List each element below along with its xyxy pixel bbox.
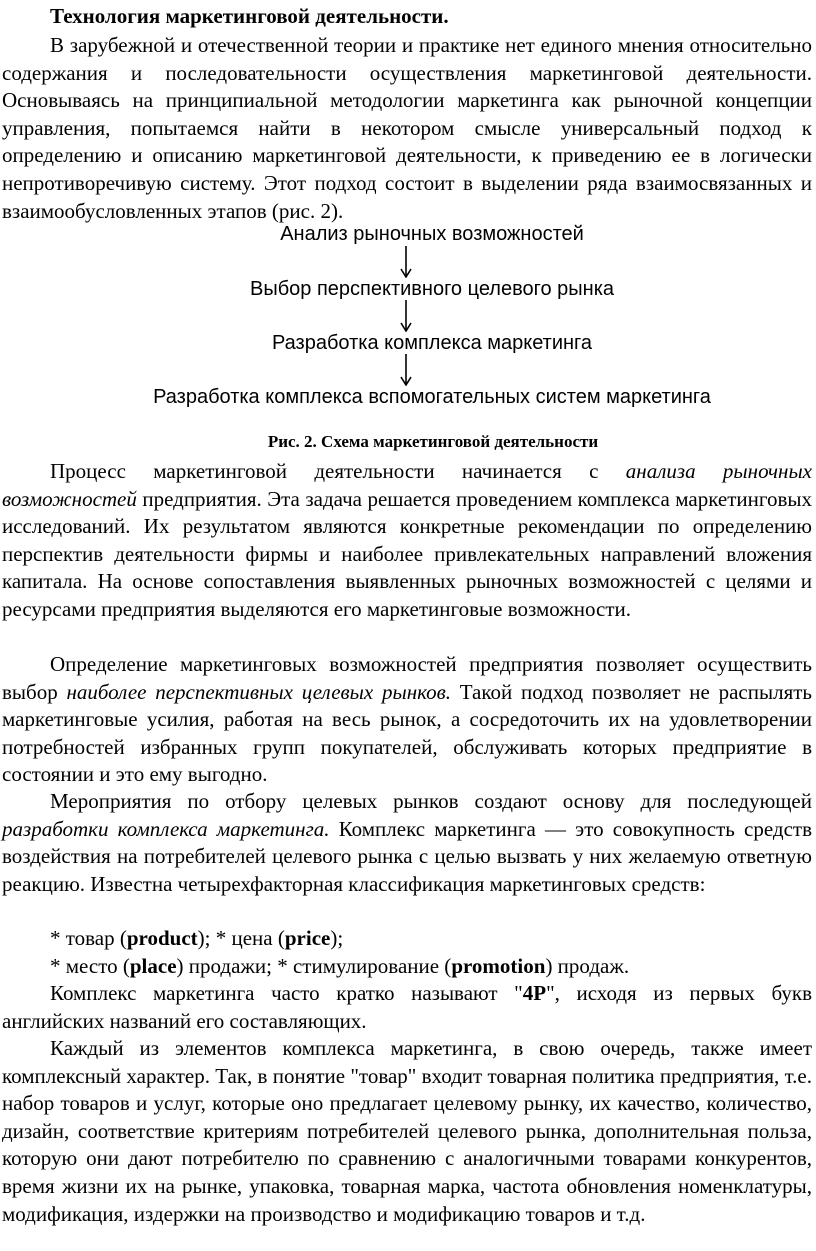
bold-term: place — [129, 954, 177, 978]
figure-caption: Рис. 2. Схема маркетинговой деятельности — [267, 432, 599, 451]
bold-term: price — [284, 926, 331, 950]
marketing-process-diagram — [0, 222, 816, 418]
stage-target-market: Выбор перспективного целевого рынка — [249, 278, 615, 300]
down-arrow-icon — [398, 300, 414, 332]
text-run: Процесс маркетинговой деятельности начинается с — [50, 459, 626, 483]
text-run: ); * цена ( — [197, 926, 285, 950]
paragraph-mix-elements: Каждый из элементов комплекса маркетинга, в свою очередь, также имеет комплексный характер. Так, в понятие "товар" входит товарная политика предприятия, т.е. набор товаров и услуг, которые оно предлагает целевому рынку, их качество, количество, дизайн, соответствие критериям потребителей целевого рынка, дополнительная польза, которую они дают потребителю по сравнению с аналогичными товарами конкурентов, время жизни их на рынке, упаковка, товарная марка, частота обновления номенклатуры, модификация, издержки на производство и модификацию товаров и т.д. — [2, 1036, 812, 1226]
stage-support-systems: Разработка комплекса вспомогательных систем маркетинга — [153, 386, 711, 408]
paragraph-target-markets — [2, 651, 812, 789]
text-run: ) продажи; * стимулирование ( — [176, 954, 452, 978]
text-run: Мероприятия по отбору целевых рынков создают основу для последующей — [50, 789, 812, 813]
text-run: Комплекс маркетинга часто кратко называют " — [50, 981, 523, 1005]
text-run: ", исходя из первых букв английских названий его составляющих. — [2, 981, 812, 1033]
italic-term: анализа рыночных возможностей — [2, 459, 813, 511]
text-run: Определение маркетинговых возможностей предприятия позволяет осуществить выбор — [2, 652, 812, 704]
stage-marketing-mix: Разработка комплекса маркетинга — [271, 332, 593, 354]
text-run: предприятия. Эта задача решается проведением комплекса маркетинговых исследований. Их результатом являются конкретные рекомендации по определению перспектив деятельности фирмы и наиболее привлекательных направлений вложения капитала. На основе сопоставления выявленных рыночных возможностей с целями и ресурсами предприятия выделяются его маркетинговые возможности. — [2, 486, 812, 621]
italic-term: наиболее перспективных целевых рынков. — [66, 679, 451, 704]
text-run: * товар ( — [50, 926, 127, 950]
stage-market-analysis: Анализ рыночных возможностей — [280, 223, 584, 245]
text-run: Комплекс маркетинга — это совокупность средств воздействия на потребителей целевого рынка с целью вызвать у них желаемую ответную реакцию. Известна четырехфакторная классификация маркетинговых средств: — [2, 816, 812, 896]
intro-paragraph: В зарубежной и отечественной теории и практике нет единого мнения относительно содержания и последовательности осуществления маркетинговой деятельности. Основываясь на принципиальной методологии маркетинга как рыночной концепции управления, попытаемся найти в некотором смысле универсальный подход к определению и описанию маркетинговой деятельности, к приведению ее в логически непротиворечивую систему. Этот подход состоит в выделении ряда взаимосвязанных и взаимообусловленных этапов (рис. 2). — [2, 33, 812, 223]
down-arrow-icon — [398, 354, 414, 386]
bold-term: promotion — [451, 954, 546, 978]
text-run: Такой подход позволяет не распылять маркетинговые усилия, работая на весь рынок, а сосредоточить их на удовлетворении потребностей избранных групп покупателей, обслуживать которых предприятие в состоянии и это ему выгодно. — [2, 679, 812, 787]
bold-term: 4P — [522, 981, 547, 1005]
text-run: * место ( — [50, 954, 130, 978]
text-run: ) продаж. — [545, 954, 630, 978]
down-arrow-icon — [398, 246, 414, 278]
paragraph-marketing-mix — [2, 788, 812, 898]
section-title: Технология маркетинговой деятельности. — [50, 4, 449, 28]
text-run: ); — [330, 926, 344, 950]
bold-term: product — [126, 926, 198, 950]
bullet-line-product-price — [50, 924, 343, 952]
paragraph-4p — [2, 980, 812, 1035]
paragraph-market-analysis — [2, 458, 812, 624]
bullet-line-place-promotion — [50, 952, 629, 980]
italic-term: разработки комплекса маркетинга. — [2, 816, 330, 841]
